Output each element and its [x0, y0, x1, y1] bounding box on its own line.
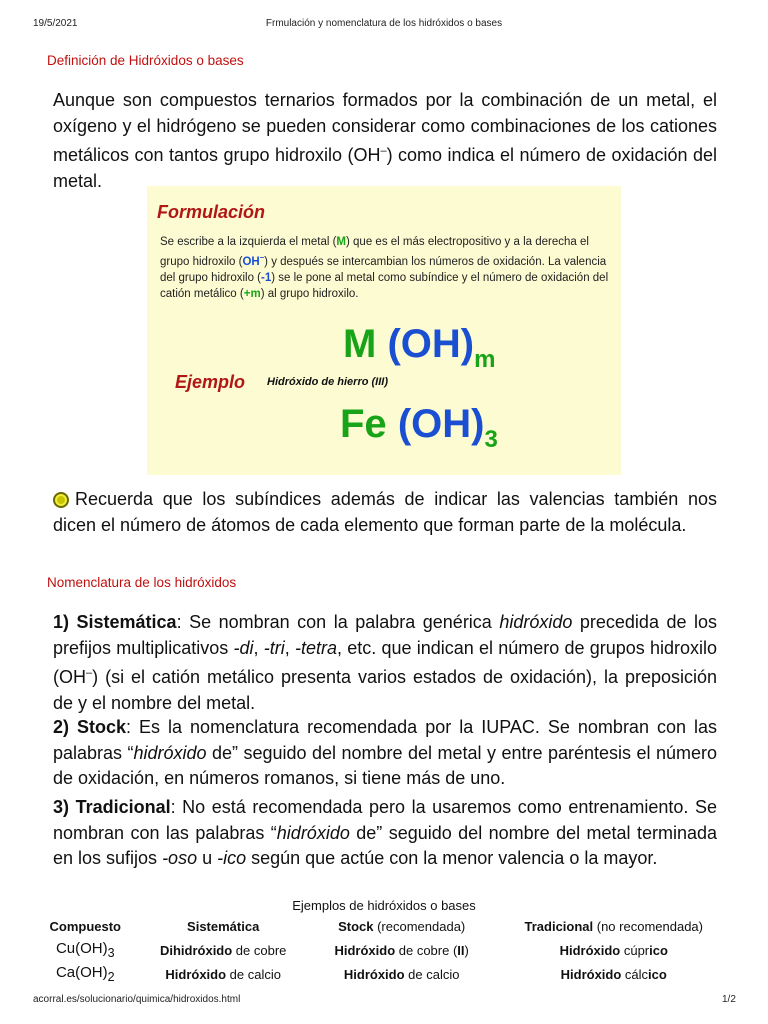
header-title: Frmulación y nomenclatura de los hidróxidos o bases	[265, 18, 503, 29]
cell-compuesto: $Cu(OH)_3$	[55, 940, 115, 960]
stock-paragraph: 2) Stock: Es la nomenclatura recomendada por la IUPAC. Se nombran con las palabras “hidróxido de” seguido del nombre del metal y entre paréntesis el número de oxidación, en números romanos, si tiene más de uno.	[53, 717, 717, 788]
sistematica-paragraph: 1) Sistemática: Se nombran con la palabra genérica hidróxido precedida de los prefijos multiplicativos -di, -tri, -tetra, etc. que indican el número de grupos hidroxilo (OH–) (si el catión metálico presenta varios estados de oxidación), la preposición de y el nombre del metal.	[53, 612, 718, 713]
col-tradicional: Tradicional (no recomendada)	[524, 918, 703, 934]
col-sistematica: Sistemática	[187, 918, 260, 934]
recuerda-paragraph: Recuerda que los subíndices además de indicar las valencias también nos dicen el número de átomos de cada elemento que forman parte de la molécula.	[53, 489, 717, 535]
table-row	[34, 938, 734, 962]
cell-compuesto: $Ca(OH)_2$	[55, 964, 115, 984]
table-title: Ejemplos de hidróxidos o bases	[292, 898, 476, 913]
formulacion-text: Se escribe a la izquierda el metal (M) que es el más electropositivo y a la derecha el grupo hidroxilo (OH–) y después se intercambian los números de oxidación. La valencia del grupo hidroxilo (-1) se le pone al metal como subíndice y el número de oxidación del catión metálico (+m) al grupo hidroxilo.	[160, 236, 609, 300]
ejemplo-label: Ejemplo	[175, 372, 246, 392]
table-row	[34, 962, 734, 986]
header-date: 19/5/2021	[33, 18, 78, 29]
tradicional-paragraph: 3) Tradicional: No está recomendada pero la usaremos como entrenamiento. Se nombran con las palabras “hidróxido de” seguido del nombre del metal terminada en los sufijos -oso u -ico según que actúe con la menor valencia o la mayor.	[53, 797, 717, 868]
ejemplo-text: Hidróxido de hierro (III)	[267, 376, 389, 388]
col-stock: Stock (recomendada)	[338, 918, 466, 934]
footer-url[interactable]: acorral.es/solucionario/quimica/hidroxidos.html	[33, 994, 241, 1005]
bullet-icon	[53, 492, 69, 508]
formulacion-title: Formulación	[157, 202, 266, 222]
cell-stock: Hidróxido de calcio	[343, 966, 460, 982]
cell-sistematica: Dihidróxido de cobre	[159, 942, 287, 958]
footer-page-number: 1/2	[722, 994, 736, 1005]
examples-table	[34, 914, 734, 986]
table-header-row	[34, 914, 734, 938]
general-formula: M $(OH)_m$	[343, 322, 496, 373]
cell-tradicional: Hidróxido cálcico	[560, 966, 667, 982]
cell-stock: Hidróxido de cobre (II)	[334, 942, 469, 958]
cell-tradicional: Hidróxido cúprico	[559, 942, 668, 958]
intro-paragraph: Aunque son compuestos ternarios formados por la combinación de un metal, el oxígeno y el hidrógeno se pueden considerar como combinaciones de los cationes metálicos con tantos grupo hidroxilo (OH–) como indica el número de oxidación del metal.	[53, 90, 718, 191]
formulacion-figure	[147, 186, 621, 475]
section-title-nomenclatura: Nomenclatura de los hidróxidos	[47, 575, 237, 590]
col-compuesto: Compuesto	[49, 918, 121, 934]
cell-sistematica: Hidróxido de calcio	[165, 966, 281, 982]
example-formula: Fe $(OH)_3$	[340, 402, 498, 453]
section-title-definicion: Definición de Hidróxidos o bases	[47, 53, 244, 68]
